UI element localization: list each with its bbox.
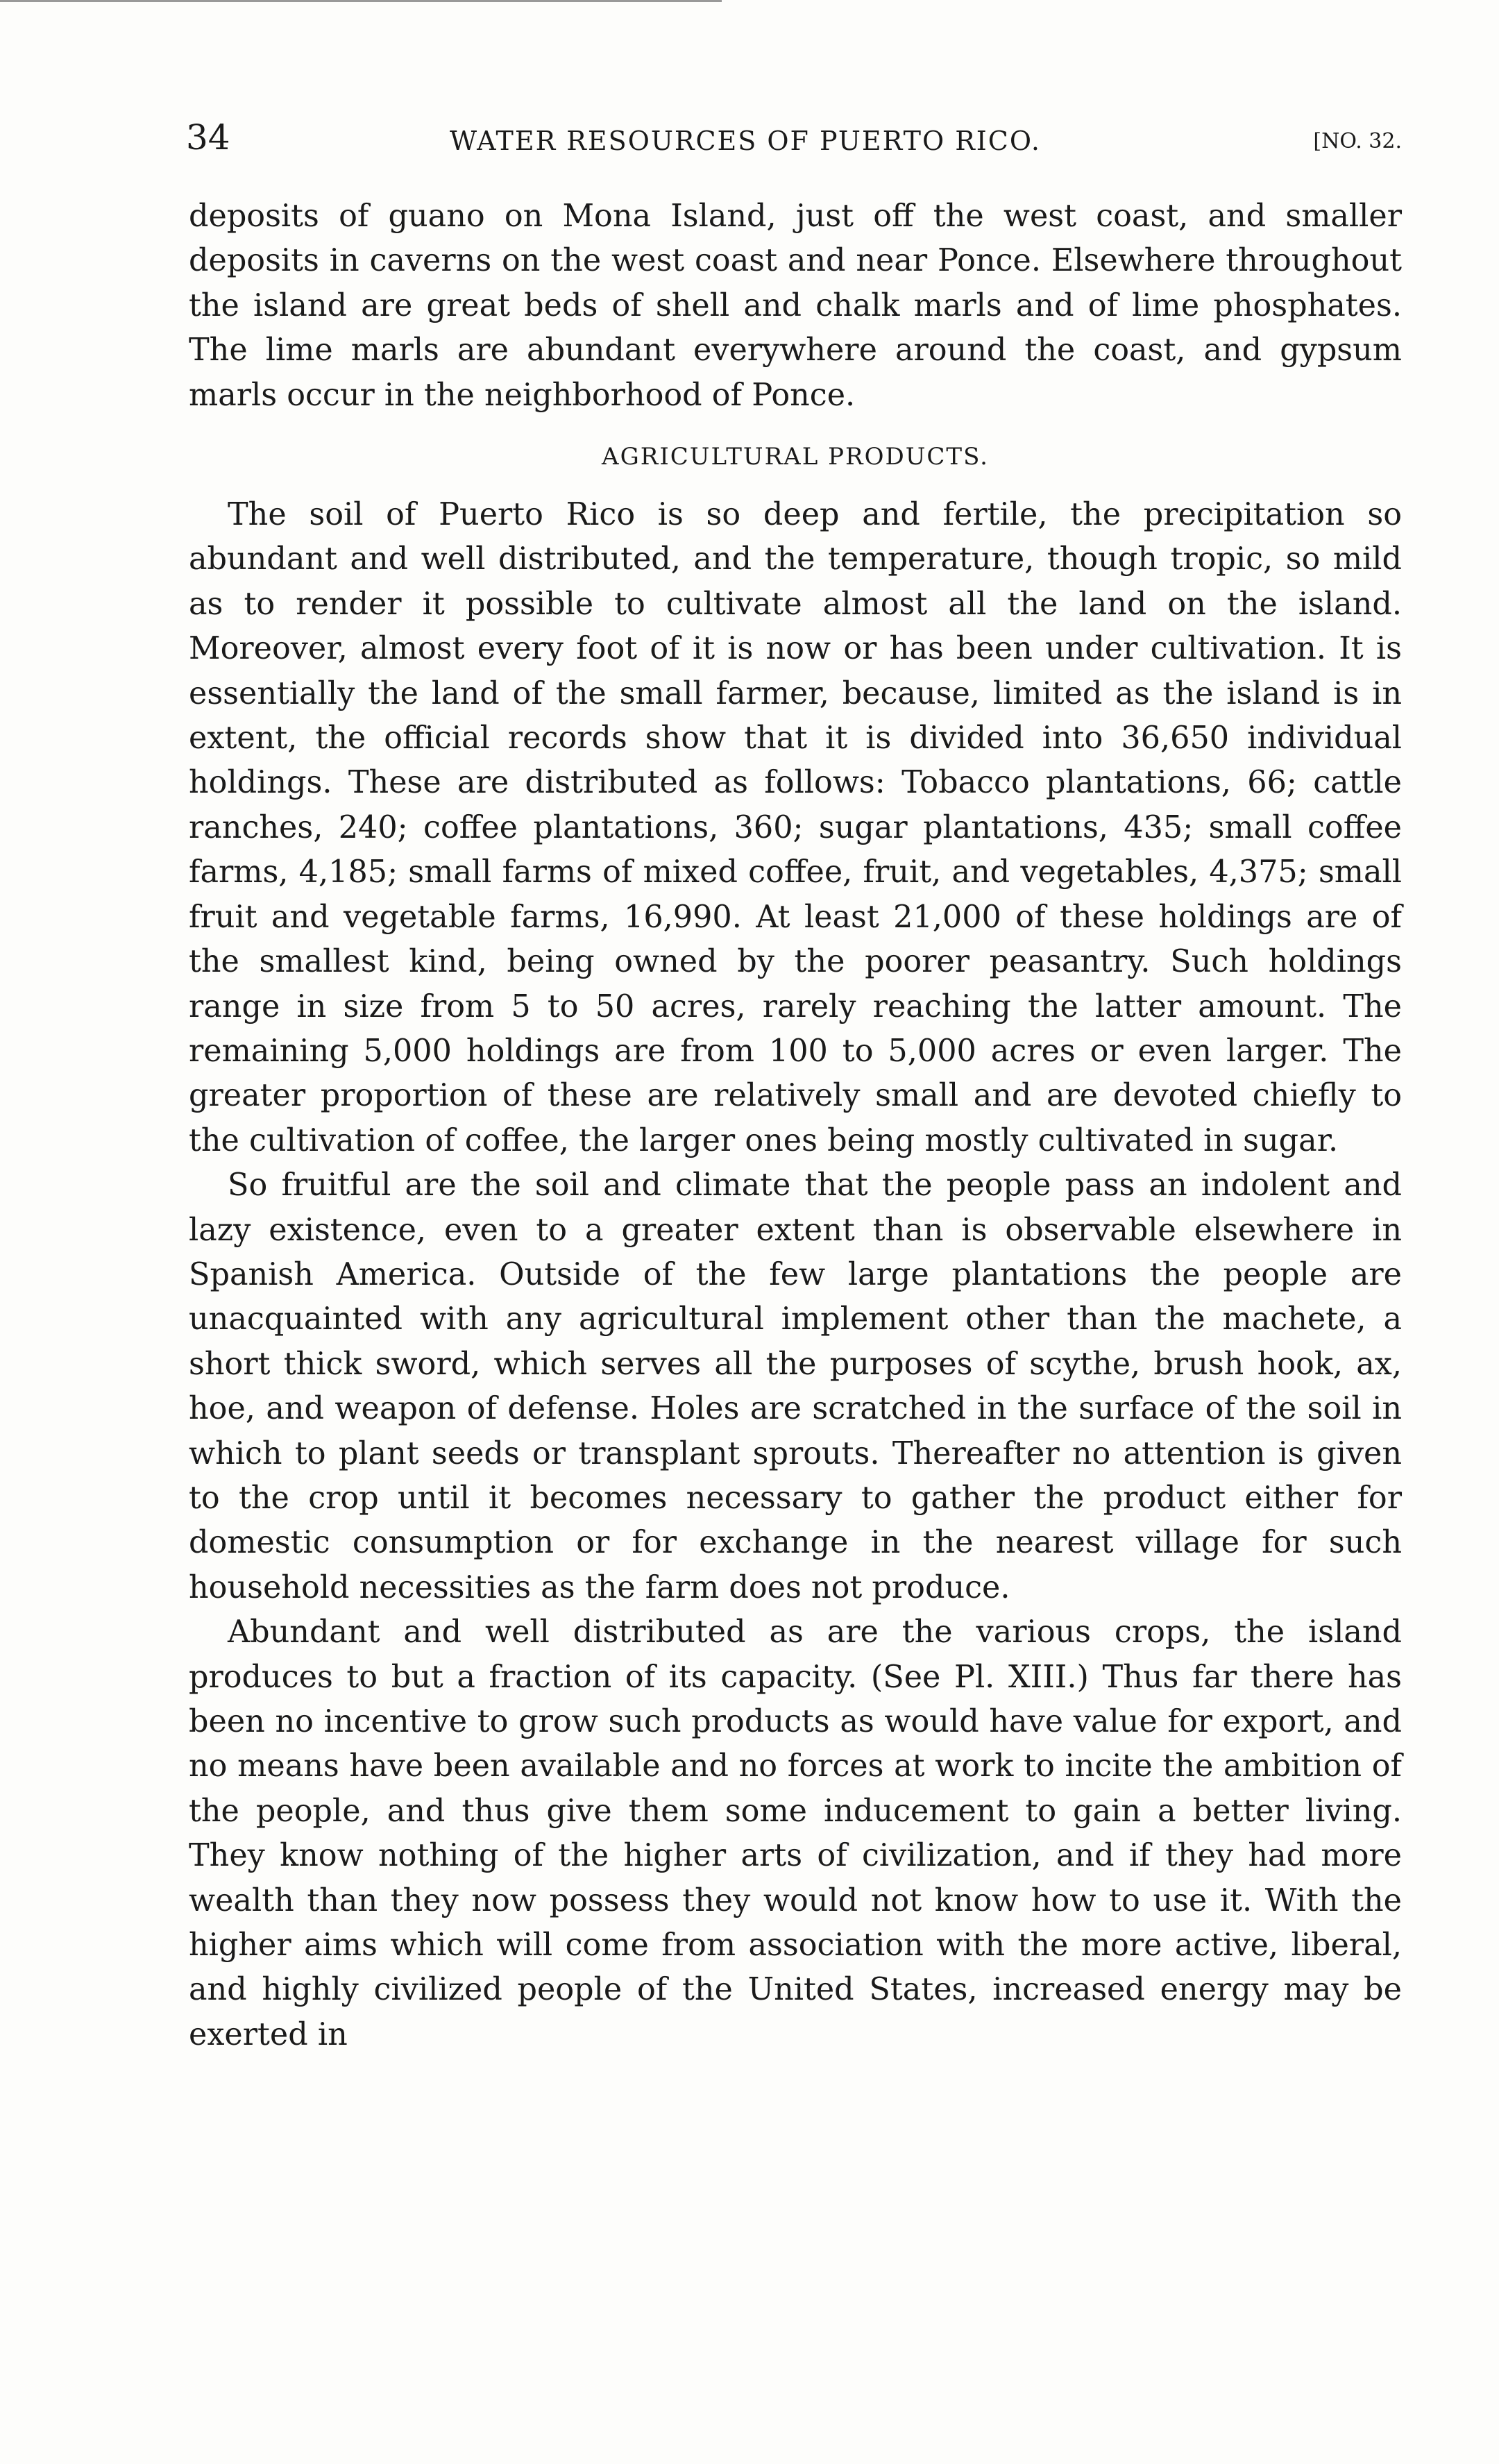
paragraph-continued: deposits of guano on Mona Island, just off the west coast, and smaller deposits in caverns on the west coast and near Ponce. Elsewhere throughout the island are great beds of shell and chalk marls and of lime phosphates. The lime marls are abundant everywhere around the coast, and gypsum marls occur in the neighborhood of Ponce. <box>189 199 1402 413</box>
paragraph-people: So fruitful are the soil and climate that the people pass an indolent and lazy existence, even to a greater extent than is observable elsewhere in Spanish America. Outside of the few large plantations the people are unacquainted with any agricultural implement other than the machete, a short thick sword, which serves all the purposes of scythe, brush hook, ax, hoe, and weapon of defense. Holes are scratched in the surface of the soil in which to plant seeds or transplant sprouts. Thereafter no attention is given to the crop until it becomes necessary to gather the product either for domestic consumption or for exchange in the nearest village for such household necessities as the farm does not produce. <box>189 1167 1402 1605</box>
paragraph-crops: Abundant and well distributed as are the various crops, the island produces to but a fraction of its capacity. (See Pl. XIII.) Thus far there has been no incentive to grow such products as would have value for export, and no means have been available and no forces at work to incite the ambition of the people, and thus give them some inducement to gain a better living. They know nothing of the higher arts of civilization, and if they had more wealth than they now possess they would not know how to use it. With the higher aims which will come from association with the more active, liberal, and highly civilized people of the United States, increased energy may be exerted in <box>189 1614 1402 2052</box>
section-heading: AGRICULTURAL PRODUCTS. <box>602 443 989 471</box>
paragraph-soil: The soil of Puerto Rico is so deep and fertile, the precipitation so abundant and well distributed, and the temperature, though tropic, so mild as to render it possible to cultivate almost all the land on the island. Moreover, almost every foot of it is now or has been under cultivation. It is essentially the land of the small farmer, because, limited as the island is in extent, the official records show that it is divided into 36,650 individual holdings. These are distributed as follows: Tobacco plantations, 66; cattle ranches, 240; coffee plantations, 360; sugar plantations, 435; small coffee farms, 4,185; small farms of mixed coffee, fruit, and vegetables, 4,375; small fruit and vegetable farms, 16,990. At least 21,000 of these holdings are of the smallest kind, being owned by the poorer peasantry. Such holdings range in size from 5 to 50 acres, rarely reaching the latter amount. The remaining 5,000 holdings are from 100 to 5,000 acres or even larger. The greater proportion of these are relatively small and are devoted chiefly to the cultivation of coffee, the larger ones being mostly cultivated in sugar. <box>189 497 1402 1158</box>
page-number: 34 <box>186 117 230 158</box>
page-header <box>186 117 1402 165</box>
top-edge-rule <box>0 0 722 2</box>
series-mark: [NO. 32. <box>1313 129 1402 153</box>
running-title: WATER RESOURCES OF PUERTO RICO. <box>450 126 1041 156</box>
body-text <box>189 194 1402 2057</box>
